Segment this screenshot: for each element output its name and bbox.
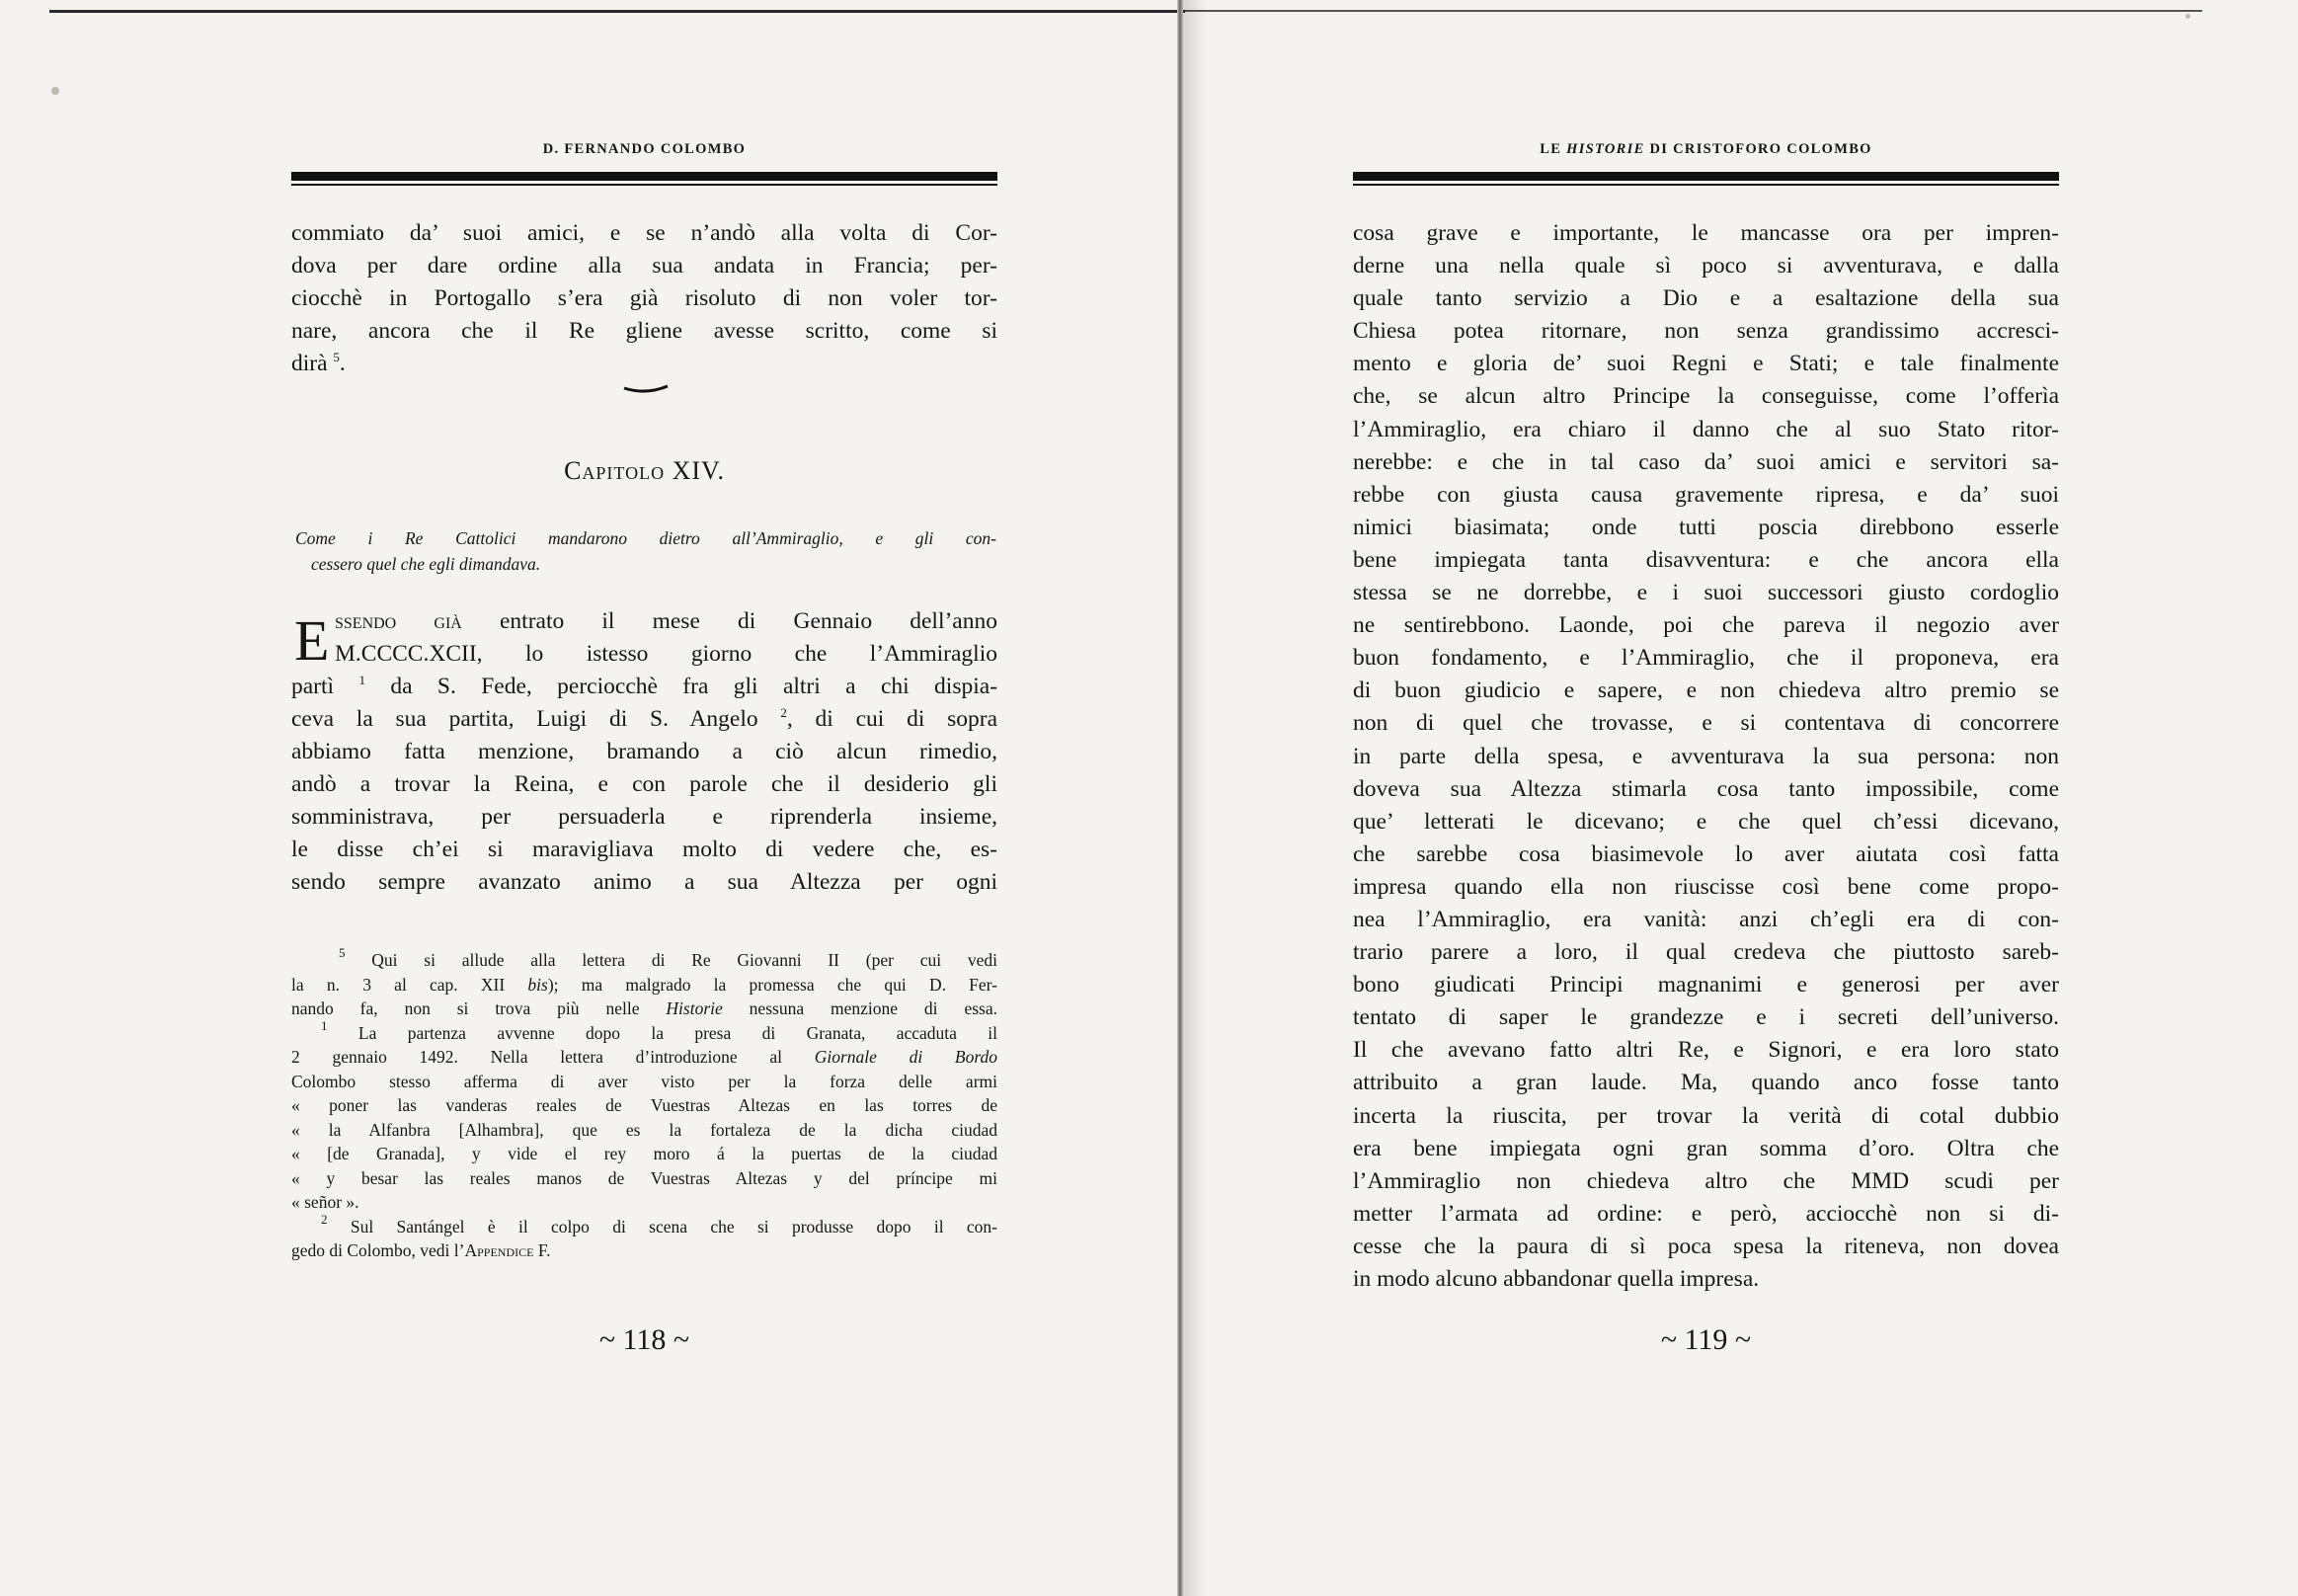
text-line: tentato di saper le grandezze e i secreti dell’universo. (1353, 1004, 2059, 1031)
text-line: metter l’armata ad ordine: e però, acciocchè non si di- (1353, 1200, 2059, 1227)
head-rule-right (1353, 172, 2059, 186)
text-line: l’Ammiraglio non chiedeva altro che MMD scudi per (1353, 1167, 2059, 1194)
text-line: buon fondamento, e l’Ammiraglio, che il proponeva, era (1353, 645, 2059, 672)
chapter-paragraph (291, 605, 997, 899)
text-line: stessa se ne dorrebbe, e i suoi successori giusto cordoglio (1353, 580, 2059, 606)
text-line: trario parere a loro, il qual credeva che piuttosto sareb- (1353, 939, 2059, 966)
gutter-shadow (1183, 0, 1207, 1596)
footnote-1: $^1$ La partenza avvenne dopo la presa di Granata, accaduta il (321, 1017, 997, 1043)
text-line: mento e gloria de’ suoi Regni e Stati; e tale finalmente (1353, 351, 2059, 377)
chapter-title: Capitolo XIV. (564, 456, 725, 485)
footnote-2: $^2$ Sul Santángel è il colpo di scena che si produsse dopo il con- (321, 1211, 998, 1237)
text-line: ne sentirebbono. Laonde, poi che pareva il negozio aver (1353, 612, 2059, 639)
text-line: dova per dare ordine alla sua andata in Francia; per- (291, 253, 997, 279)
footnote-5: $^5$ Qui si allude alla lettera di Re Giovanni II (per cui vedi (339, 945, 997, 970)
chapter-summary (295, 525, 996, 577)
page-number-left: ~ 118 ~ (598, 1323, 690, 1356)
text-line: ceva la sua partita, Luigi di S. Angelo $^2$, di cui di sopra (291, 705, 998, 732)
text-line: M.CCCC.XCII, lo istesso giorno che l’Ammiraglio (335, 641, 997, 667)
text-line: Il che avevano fatto altri Re, e Signori, e era loro stato (1353, 1037, 2059, 1064)
page-number-right: ~ 119 ~ (1660, 1323, 1752, 1356)
footnote-line: « la Alfanbra [Alhambra], que es la fortaleza de la dicha ciudad (291, 1119, 997, 1140)
text-line: nare, ancora che il Re gliene avesse scritto, come si (291, 318, 997, 344)
running-head-left: D. FERNANDO COLOMBO (542, 141, 747, 157)
footnote-ref[interactable]: 2 (780, 705, 787, 720)
top-edge-line-right (1185, 10, 2202, 12)
footnotes (291, 945, 998, 1263)
summary-line: cessero quel che egli dimandava. (311, 554, 541, 574)
text-line: doveva sua Altezza stimarla cosa tanto impossibile, come (1353, 775, 2059, 802)
summary-line: Come i Re Cattolici mandarono dietro all’Ammiraglio, e gli con- (295, 528, 996, 548)
footnote-ref[interactable]: 5 (333, 350, 340, 364)
drop-cap: E (294, 608, 330, 673)
footnote-line: « señor ». (291, 1192, 359, 1212)
text-line: impresa quando ella non riuscisse così bene come propo- (1353, 873, 2059, 900)
text-line: derne una nella quale sì poco si avventurava, e dalla (1353, 253, 2059, 279)
text-line: quale tanto servizio a Dio e a esaltazione della sua (1353, 285, 2059, 312)
text-line: incerta la riuscita, per trovar la verità di cotal dubbio (1353, 1102, 2059, 1129)
footnote-line: la n. 3 al cap. XII bis); ma malgrado la promessa che qui D. Fer- (291, 974, 997, 995)
text-line: ciocchè in Portogallo s’era già risoluto di non voler tor- (291, 285, 997, 311)
right-paragraph (1353, 217, 2059, 1296)
text-line: non di quel che trovasse, e si contentava di concorrere (1353, 710, 2059, 737)
text-line: l’Ammiraglio, era chiaro il danno che al suo Stato ritor- (1353, 416, 2059, 442)
text-line: cesse che la paura di sì poca spesa la riteneva, non dovea (1353, 1233, 2059, 1259)
text-line: que’ letterati le dicevano; e che quel ch’essi dicevano, (1353, 808, 2059, 835)
text-line: che sarebbe cosa biasimevole lo aver aiutata così fatta (1353, 840, 2059, 867)
text-line: bono giudicati Principi magnanimi e generosi per aver (1353, 972, 2059, 998)
footnote-line: « poner las vanderas reales de Vuestras Altezas en las torres de (291, 1095, 997, 1115)
text-line: partì $^1$ da S. Fede, perciocchè fra gli altri a chi dispia- (291, 673, 998, 699)
footnote-line: Colombo stesso afferma di aver visto per la forza delle armi (291, 1071, 997, 1091)
footnote-line: gedo di Colombo, vedi l’Appendice F. (291, 1240, 551, 1260)
text-line: nimici biasimata; onde tutti poscia direbbono esserle (1353, 514, 2059, 540)
text-line: rebbe con giusta causa gravemente ripresa, e da’ suoi (1353, 481, 2059, 508)
text-line: le disse ch’ei si maravigliava molto di vedere che, es- (291, 837, 997, 862)
intro-paragraph (291, 217, 997, 380)
text-line: bene impiegata tanta disavventura: e che ancora ella (1353, 546, 2059, 573)
text-line: nea l’Ammiraglio, era vanità: anzi ch’egli era di con- (1353, 906, 2059, 932)
text-line: nerebbe: e che in tal caso da’ suoi amici e servitori sa- (1353, 448, 2059, 475)
text-line: ssendo già entrato il mese di Gennaio dell’anno (335, 608, 997, 634)
text-line: di buon giudicio e sapere, e non chiedeva altro premio se (1353, 678, 2059, 704)
section-divider-ornament (622, 383, 670, 393)
text-line: abbiamo fatta menzione, bramando a ciò alcun rimedio, (291, 739, 997, 764)
text-line: che, se alcun altro Principe la conseguisse, come l’offerìa (1353, 383, 2059, 410)
footnote-line: « [de Granada], y vide el rey moro á la puertas de la ciudad (291, 1144, 997, 1163)
text-line: cosa grave e importante, le mancasse ora per impren- (1353, 220, 2059, 246)
text-line: in modo alcuno abbandonar quella impresa. (1353, 1266, 1760, 1292)
page-speck (51, 87, 59, 95)
footnote-line: « y besar las reales manos de Vuestras Altezas y del príncipe mi (291, 1167, 997, 1188)
running-head-right: LE HISTORIE DI CRISTOFORO COLOMBO (1540, 141, 1872, 157)
text-line: sendo sempre avanzato animo a sua Altezza per ogni (291, 869, 997, 895)
text-line: Chiesa potea ritornare, non senza grandissimo accresci- (1353, 318, 2059, 345)
text-line: somministrava, per persuaderla e riprenderla insieme, (291, 804, 997, 830)
head-rule-left (291, 172, 997, 186)
text-line: attribuito a gran laude. Ma, quando anco fosse tanto (1353, 1070, 2059, 1096)
text-line: commiato da’ suoi amici, e se n’andò alla volta di Cor- (291, 220, 997, 246)
text-line: in parte della spesa, e avventurava la sua persona: non (1353, 743, 2059, 769)
top-edge-line (49, 10, 1185, 13)
page-speck (2185, 14, 2190, 19)
text-line: dirà $^5$. (291, 350, 346, 376)
footnote-ref[interactable]: 1 (358, 673, 365, 687)
text-line: era bene impiegata ogni gran somma d’oro. Oltra che (1353, 1135, 2059, 1161)
footnote-line: nando fa, non si trova più nelle Historie nessuna menzione di essa. (291, 998, 997, 1018)
footnote-line: 2 gennaio 1492. Nella lettera d’introduzione al Giornale di Bordo (291, 1047, 997, 1067)
text-line: andò a trovar la Reina, e con parole che il desiderio gli (291, 771, 997, 797)
